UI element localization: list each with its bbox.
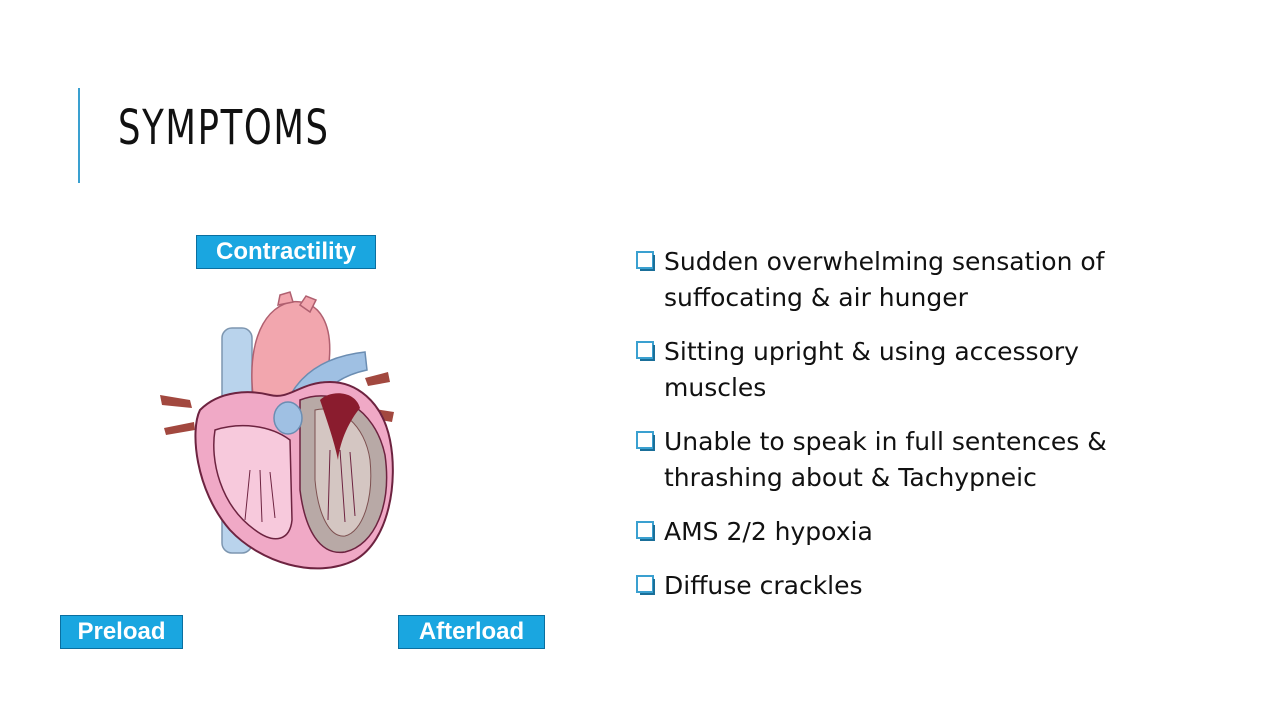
symptom-list	[636, 244, 1156, 622]
heart-illustration	[150, 290, 420, 585]
title-accent-line	[78, 88, 80, 183]
list-item-text: Sitting upright & using accessory muscles	[664, 337, 1079, 402]
list-item-text: AMS 2/2 hypoxia	[664, 517, 873, 546]
preload-label: Preload	[60, 615, 183, 649]
checkbox-square-icon	[636, 251, 656, 271]
slide-title: SYMPTOMS	[118, 100, 330, 156]
list-item-text: Sudden overwhelming sensation of suffocating & air hunger	[664, 247, 1105, 312]
list-item	[636, 334, 1156, 406]
contractility-label: Contractility	[196, 235, 376, 269]
list-item	[636, 568, 1156, 604]
list-item	[636, 244, 1156, 316]
list-item-text: Diffuse crackles	[664, 571, 863, 600]
list-item	[636, 514, 1156, 550]
checkbox-square-icon	[636, 575, 656, 595]
checkbox-square-icon	[636, 431, 656, 451]
checkbox-square-icon	[636, 341, 656, 361]
checkbox-square-icon	[636, 521, 656, 541]
list-item-text: Unable to speak in full sentences & thrashing about & Tachypneic	[664, 427, 1107, 492]
afterload-label: Afterload	[398, 615, 545, 649]
list-item	[636, 424, 1156, 496]
